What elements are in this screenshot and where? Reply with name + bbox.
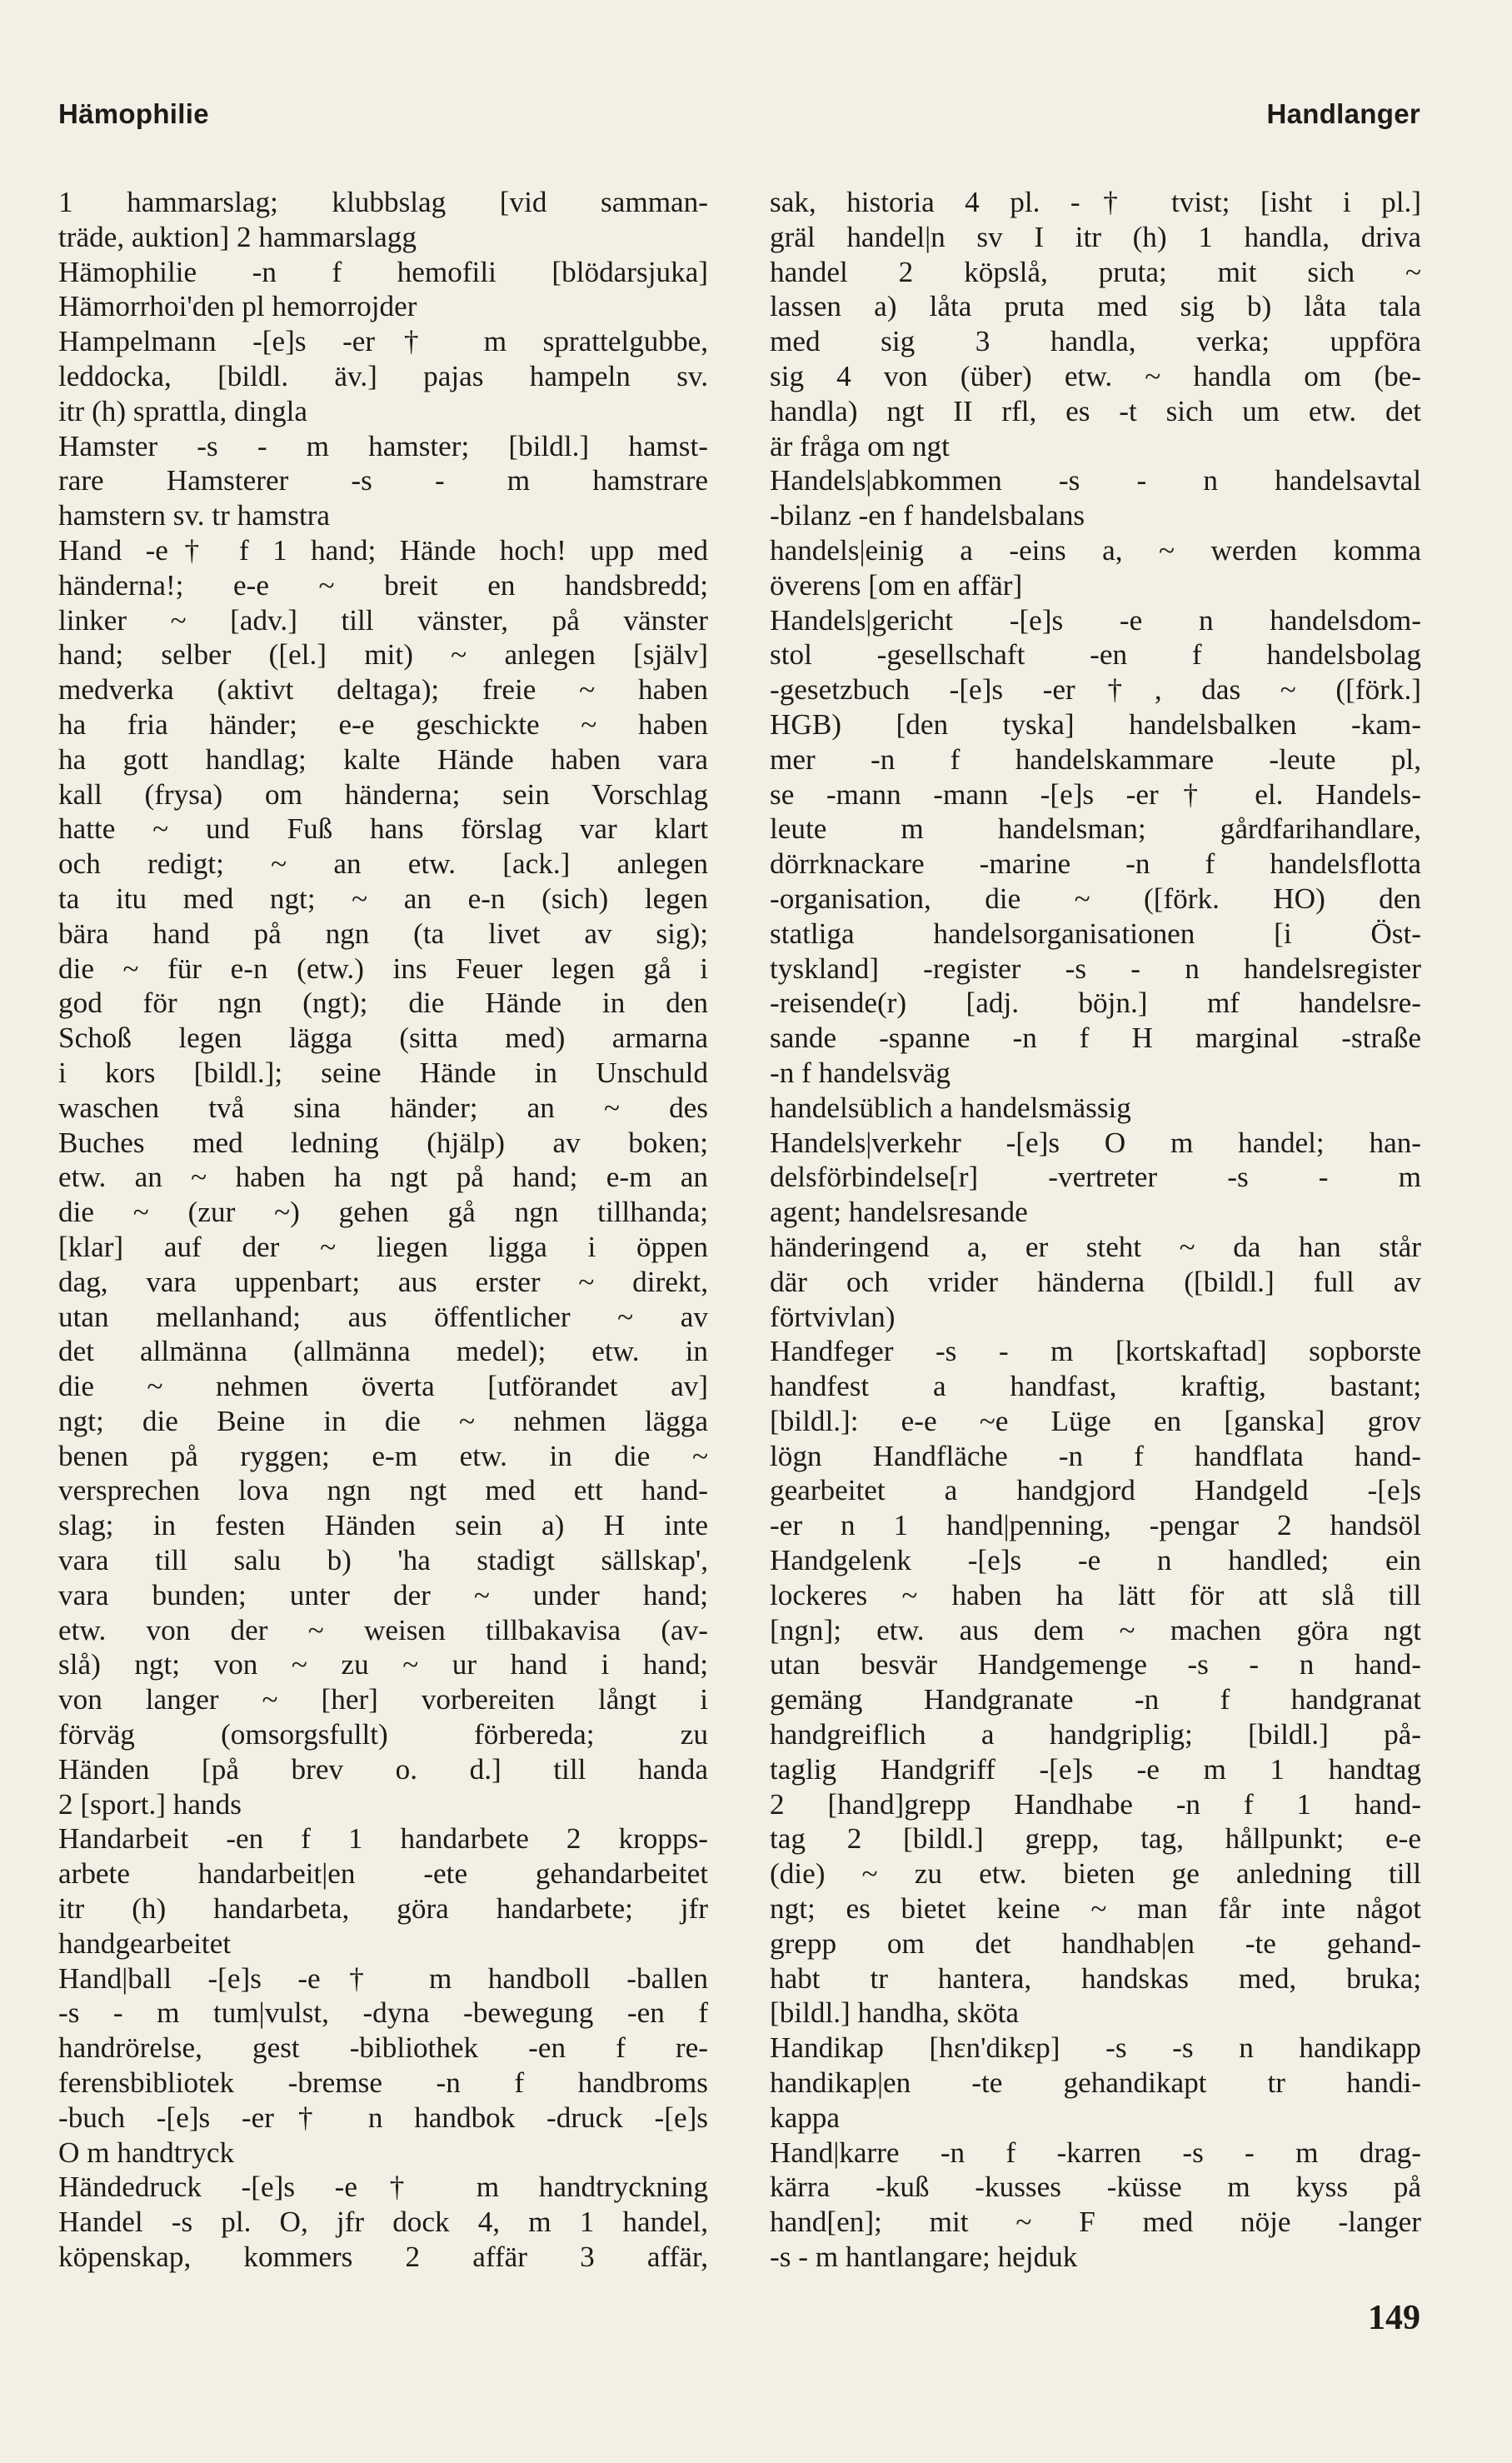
dictionary-line: Händedruck -[e]s -e† m handtryckning (58, 2171, 708, 2204)
dictionary-line: delsförbindelse[r] -vertreter -s - m (770, 1161, 1421, 1194)
dictionary-line: det allmänna (allmänna medel); etw. in (58, 1335, 708, 1368)
dictionary-line: Hamster -s - m hamster; [bildl.] hamst- (58, 429, 708, 462)
dictionary-line: -s - m hantlangare; hejduk (770, 2241, 1078, 2274)
dictionary-line: handrörelse, gest -bibliothek -en f re- (58, 2031, 708, 2065)
dictionary-line: förtvivlan) (770, 1300, 896, 1333)
dictionary-line: bära hand på ngn (ta livet av sig); (58, 917, 708, 950)
dictionary-line: gemäng Handgranate -n f handgranat (770, 1683, 1421, 1716)
dictionary-line: Handgelenk -[e]s -e n handled; ein (770, 1544, 1421, 1577)
dictionary-line: agent; handelsresande (770, 1196, 1028, 1229)
page-number: 149 (1368, 2299, 1420, 2337)
dictionary-line: waschen två sina händer; an ~ des (58, 1091, 708, 1124)
dictionary-line: Handels|abkommen -s - n handelsavtal (770, 464, 1421, 497)
dictionary-line: 1 hammarslag; klubbslag [vid samman- (58, 186, 708, 218)
dictionary-line: vara till salu b) 'ha stadigt sällskap', (58, 1544, 708, 1577)
dictionary-line: Handfeger -s - m [kortskaftad] sopborste (770, 1335, 1421, 1368)
right-column (770, 185, 1421, 2275)
dictionary-line: Buches med ledning (hjälp) av boken; (58, 1126, 708, 1159)
dictionary-line: tag 2 [bildl.] grepp, tag, hållpunkt; e-e (770, 1822, 1421, 1856)
dictionary-line: -s - m tum|vulst, -dyna -bewegung -en f (58, 1996, 708, 2030)
dictionary-line: är fråga om ngt (770, 429, 950, 462)
dictionary-line: itr (h) handarbeta, göra handarbete; jfr (58, 1892, 708, 1926)
right-guide-word: Handlanger (1266, 98, 1420, 129)
dictionary-line: 2 [hand]grepp Handhabe -n f 1 hand- (770, 1787, 1421, 1821)
dictionary-line: [klar] auf der ~ liegen ligga i öppen (58, 1230, 708, 1263)
dictionary-line: sak, historia 4 pl. -† tvist; [isht i pl.] (770, 186, 1421, 218)
dictionary-line: die ~ (zur ~) gehen gå ngn tillhanda; (58, 1196, 708, 1229)
dictionary-line: ferensbibliotek -bremse -n f handbroms (58, 2066, 708, 2100)
dictionary-line: hatte ~ und Fuß hans förslag var klart (58, 812, 708, 846)
dictionary-line: handels|einig a -eins a, ~ werden komma (770, 533, 1421, 567)
dictionary-line: sig 4 von (über) etw. ~ handla om (be- (770, 359, 1421, 392)
dictionary-line: handel 2 köpslå, pruta; mit sich ~ (770, 255, 1421, 288)
dictionary-line: lassen a) låta pruta med sig b) låta tala (770, 290, 1421, 323)
dictionary-line: die ~ nehmen överta [utförandet av] (58, 1370, 708, 1403)
dictionary-line: ta itu med ngt; ~ an e-n (sich) legen (58, 882, 708, 915)
dictionary-line: lockeres ~ haben ha lätt för att slå till (770, 1578, 1421, 1611)
dictionary-line: leddocka, [bildl. äv.] pajas hampeln sv. (58, 359, 708, 392)
dictionary-line: Hand|ball -[e]s -e† m handboll -ballen (58, 1961, 708, 1995)
dictionary-line: dörrknackare -marine -n f handelsflotta (770, 847, 1421, 881)
dictionary-line: Hand -e† f 1 hand; Hände hoch! upp med (58, 533, 708, 567)
dictionary-line: lögn Handfläche -n f handflata hand- (770, 1439, 1421, 1472)
dictionary-line: se -mann -mann -[e]s -er† el. Handels- (770, 777, 1421, 811)
dictionary-line: HGB) [den tyska] handelsbalken -kam- (770, 707, 1421, 741)
dictionary-line: Hämorrhoi'den pl hemorrojder (58, 290, 417, 323)
dictionary-line: von langer ~ [her] vorbereiten långt i (58, 1683, 708, 1716)
dictionary-line: grepp om det handhab|en -te gehand- (770, 1926, 1421, 1960)
dictionary-line: Handikap [hɛn'dikɛp] -s -s n handikapp (770, 2031, 1421, 2065)
dictionary-line: Handel -s pl. O, jfr dock 4, m 1 handel, (58, 2206, 708, 2239)
dictionary-line: gearbeitet a handgjord Handgeld -[e]s (770, 1474, 1421, 1507)
dictionary-line: taglig Handgriff -[e]s -e m 1 handtag (770, 1752, 1421, 1786)
dictionary-line: -organisation, die ~ ([förk. HO) den (770, 882, 1421, 915)
dictionary-line: träde, auktion] 2 hammarslagg (58, 220, 417, 253)
dictionary-line: benen på ryggen; e-m etw. in die ~ (58, 1439, 708, 1472)
dictionary-line: -buch -[e]s -er† n handbok -druck -[e]s (58, 2101, 708, 2134)
dictionary-line: handelsüblich a handelsmässig (770, 1091, 1131, 1124)
dictionary-line: överens [om en affär] (770, 568, 1023, 602)
dictionary-line: ha gott handlag; kalte Hände haben vara (58, 742, 708, 776)
dictionary-line: utan mellanhand; aus öffentlicher ~ av (58, 1300, 708, 1333)
dictionary-line: kappa (770, 2101, 841, 2134)
dictionary-line: dag, vara uppenbart; aus erster ~ direkt, (58, 1265, 708, 1298)
dictionary-line: där och vrider händerna ([bildl.] full av (770, 1265, 1421, 1298)
dictionary-line: ha fria händer; e-e geschickte ~ haben (58, 707, 708, 741)
dictionary-line: slå) ngt; von ~ zu ~ ur hand i hand; (58, 1648, 708, 1681)
dictionary-line: slag; in festen Händen sein a) H inte (58, 1509, 708, 1542)
dictionary-line: handla) ngt II rfl, es -t sich um etw. det (770, 394, 1421, 427)
dictionary-line: tyskland] -register -s - n handelsregister (770, 952, 1421, 985)
dictionary-line: Hampelmann -[e]s -er† m sprattelgubbe, (58, 325, 708, 358)
dictionary-line: rare Hamsterer -s - m hamstrare (58, 464, 708, 497)
dictionary-line: medverka (aktivt deltaga); freie ~ haben (58, 673, 708, 707)
dictionary-line: händeringend a, er steht ~ da han står (770, 1230, 1421, 1263)
dictionary-line: versprechen lova ngn ngt med ett hand- (58, 1474, 708, 1507)
dictionary-line: sande -spanne -n f H marginal -straße (770, 1022, 1421, 1055)
left-guide-word: Hämophilie (58, 98, 209, 129)
dictionary-line: ngt; die Beine in die ~ nehmen lägga (58, 1404, 708, 1437)
dictionary-line: handfest a handfast, kraftig, bastant; (770, 1370, 1421, 1403)
dictionary-line: utan besvär Handgemenge -s - n hand- (770, 1648, 1421, 1681)
dictionary-line: statliga handelsorganisationen [i Öst- (770, 917, 1421, 950)
dictionary-line: hand; selber ([el.] mit) ~ anlegen [själv] (58, 638, 708, 672)
dictionary-line: handgearbeitet (58, 1926, 232, 1960)
dictionary-line: gräl handel|n sv I itr (h) 1 handla, driva (770, 220, 1421, 253)
dictionary-line: ngt; es bietet keine ~ man får inte något (770, 1892, 1421, 1926)
dictionary-line: med sig 3 handla, verka; uppföra (770, 325, 1421, 358)
dictionary-line: och redigt; ~ an etw. [ack.] anlegen (58, 847, 708, 881)
dictionary-line: Handarbeit -en f 1 handarbete 2 kropps- (58, 1822, 708, 1856)
dictionary-line: vara bunden; unter der ~ under hand; (58, 1578, 708, 1611)
dictionary-line: -n f handelsväg (770, 1056, 951, 1089)
dictionary-line: etw. von der ~ weisen tillbakavisa (av- (58, 1613, 708, 1646)
dictionary-line: 2 [sport.] hands (58, 1787, 242, 1821)
dictionary-line: i kors [bildl.]; seine Hände in Unschuld (58, 1056, 708, 1089)
dictionary-line: handgreiflich a handgriplig; [bildl.] på- (770, 1718, 1421, 1751)
dictionary-line: itr (h) sprattla, dingla (58, 394, 308, 427)
dictionary-line: etw. an ~ haben ha ngt på hand; e-m an (58, 1161, 708, 1194)
dictionary-line: hand[en]; mit ~ F med nöje -langer (770, 2206, 1421, 2239)
dictionary-line: die ~ für e-n (etw.) ins Feuer legen gå i (58, 952, 708, 985)
dictionary-line: -reisende(r) [adj. böjn.] mf handelsre- (770, 987, 1421, 1020)
dictionary-line: stol -gesellschaft -en f handelsbolag (770, 638, 1421, 672)
dictionary-line: Handels|gericht -[e]s -e n handelsdom- (770, 603, 1421, 637)
dictionary-line: händerna!; e-e ~ breit en handsbredd; (58, 568, 708, 602)
dictionary-line: [ngn]; etw. aus dem ~ machen göra ngt (770, 1613, 1421, 1646)
left-column (58, 185, 708, 2275)
dictionary-line: [bildl.]: e-e ~e Lüge en [ganska] grov (770, 1404, 1421, 1437)
dictionary-line: Händen [på brev o. d.] till handa (58, 1752, 708, 1786)
dictionary-line: Schoß legen lägga (sitta med) armarna (58, 1022, 708, 1055)
dictionary-line: mer -n f handelskammare -leute pl, (770, 742, 1421, 776)
dictionary-line: (die) ~ zu etw. bieten ge anledning till (770, 1857, 1421, 1891)
dictionary-line: leute m handelsman; gårdfarihandlare, (770, 812, 1421, 846)
dictionary-line: linker ~ [adv.] till vänster, på vänster (58, 603, 708, 637)
dictionary-line: handikap|en -te gehandikapt tr handi- (770, 2066, 1421, 2100)
dictionary-line: -er n 1 hand|penning, -pengar 2 handsöl (770, 1509, 1421, 1542)
dictionary-line: god för ngn (ngt); die Hände in den (58, 987, 708, 1020)
dictionary-line: habt tr hantera, handskas med, bruka; (770, 1961, 1421, 1995)
dictionary-line: arbete handarbeit|en -ete gehandarbeitet (58, 1857, 708, 1891)
dictionary-line: hamstern sv. tr hamstra (58, 499, 331, 532)
dictionary-line: O m handtryck (58, 2136, 235, 2169)
dictionary-line: Hand|karre -n f -karren -s - m drag- (770, 2136, 1421, 2169)
dictionary-line: köpenskap, kommers 2 affär 3 affär, (58, 2241, 708, 2274)
dictionary-line: Hämophilie -n f hemofili [blödarsjuka] (58, 255, 708, 288)
dictionary-line: kall (frysa) om händerna; sein Vorschlag (58, 777, 708, 811)
dictionary-line: -bilanz -en f handelsbalans (770, 499, 1085, 532)
dictionary-line: kärra -kuß -kusses -küsse m kyss på (770, 2171, 1421, 2204)
dictionary-line: -gesetzbuch -[e]s -er†, das ~ ([förk.] (770, 673, 1421, 707)
dictionary-line: förväg (omsorgsfullt) förbereda; zu (58, 1718, 708, 1751)
dictionary-line: Handels|verkehr -[e]s O m handel; han- (770, 1126, 1421, 1159)
dictionary-line: [bildl.] handha, sköta (770, 1996, 1020, 2030)
